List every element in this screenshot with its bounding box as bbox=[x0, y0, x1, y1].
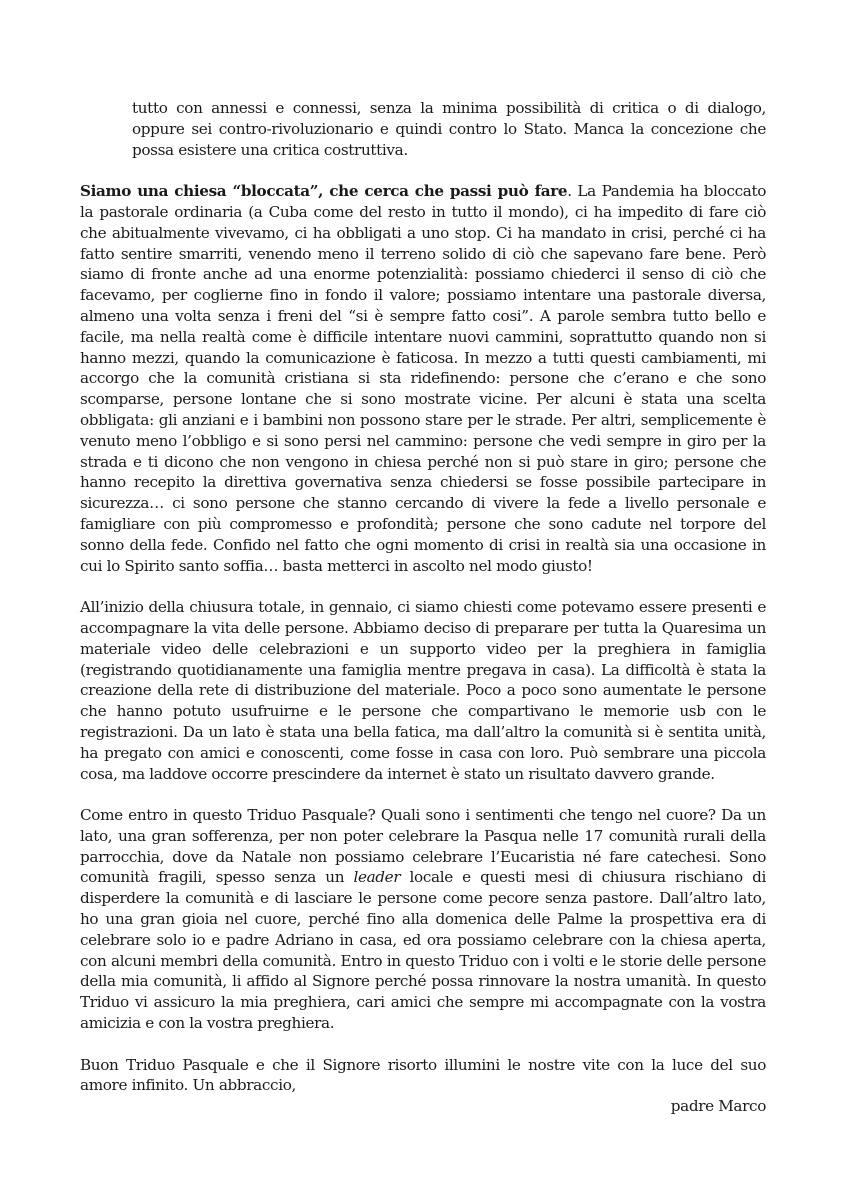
paragraph-triduo bbox=[80, 805, 766, 1034]
quote-block: tutto con annessi e connessi, senza la minima possibilità di critica o di dialogo, oppure sei contro-rivoluzionario e quindi contro lo Stato. Manca la concezione che possa esistere una critica costruttiva. bbox=[132, 99, 766, 159]
paragraph-heading-bold: Siamo una chiesa “bloccata”, che cerca che passi può fare bbox=[80, 182, 568, 201]
document-page bbox=[80, 98, 766, 1117]
paragraph-body-end: locale e questi mesi di chiusura rischiano di disperdere la comunità e di lasciare le persone come pecore senza pastore. Dall’altro lato, ho una gran gioia nel cuore, perché fino alla domenica delle Palme la prospettiva era di celebrare solo io e padre Adriano in casa, ed ora possiamo celebrare con la chiesa aperta, con alcuni membri della comunità. Entro in questo Triduo con i volti e le storie delle persone della mia comunità, li affido al Signore perché possa rinnovare la nostra umanità. In questo Triduo vi assicuro la mia preghiera, cari amici che sempre mi accompagnate con la vostra amicizia e con la vostra preghiera. bbox=[80, 868, 767, 1033]
italic-word: leader bbox=[353, 868, 401, 887]
closing-greeting: Buon Triduo Pasquale e che il Signore risorto illumini le nostre vite con la luce del suo amore infinito. Un abbraccio, bbox=[80, 1055, 766, 1095]
signature: padre Marco bbox=[670, 1097, 766, 1116]
paragraph-body-start: Come entro in questo Triduo Pasquale? Quali sono i sentimenti che tengo nel cuore? Da un lato, una gran sofferenza, per non poter celebrare la Pasqua nelle 17 comunità rurali della parrocchia, dove da Natale non possiamo celebrare l’Eucaristia né fare catechesi. Sono comunità fragili, spesso senza un bbox=[80, 806, 766, 887]
paragraph-lockdown-videos: All’inizio della chiusura totale, in gennaio, ci siamo chiesti come potevamo essere presenti e accompagnare la vita delle persone. Abbiamo deciso di preparare per tutta la Quaresima un materiale video delle celebrazioni e un supporto video per la preghiera in famiglia (registrando quotidianamente una famiglia mentre pregava in casa). La difficoltà è stata la creazione della rete di distribuzione del materiale. Poco a poco sono aumentate le persone che hanno potuto usufruirne e le persone che compartivano le memorie usb con le registrazioni. Da un lato è stata una bella fatica, ma dall’altro la comunità si è sentita unità, ha pregato con amici e conoscenti, come fosse in casa con loro. Può sembrare una piccola cosa, ma laddove occorre prescindere da internet è stato un risultato davvero grande. bbox=[80, 598, 766, 783]
paragraph-body: . La Pandemia ha bloccato la pastorale ordinaria (a Cuba come del resto in tutto il mondo), ci ha impedito di fare ciò che abitualmente vivevamo, ci ha obbligati a uno stop. Ci ha mandato in crisi, perché ci ha fatto sentire smarriti, venendo meno il terreno solido di ciò che sapevano fare bene. Però siamo di fronte anche ad una enorme potenzialità: possiamo chiederci il senso di ciò che facevamo, per coglierne fino in fondo il valore; possiamo intentare una pastorale diversa, almeno una volta senza i freni del “si è sempre fatto cosi”. A parole sembra tutto bello e facile, ma nella realtà come è difficile intentare nuovi cammini, soprattutto quando non si hanno mezzi, quando la comunicazione è faticosa. In mezzo a tutti questi cambiamenti, mi accorgo che la comunità cristiana si sta ridefinendo: persone che c’erano e che sono scomparse, persone lontane che si sono mostrate vicine. Per alcuni è stata una scelta obbligata: gli anziani e i bambini non possono stare per le strade. Per altri, semplicemente è venuto meno l’obbligo e si sono persi nel cammino: persone che vedi sempre in giro per la strada e ti dicono che non vengono in chiesa perché non si può stare in giro; persone che hanno recepito la direttiva governativa senza chiedersi se fosse possibile partecipare in sicurezza… ci sono persone che stanno cercando di vivere la fede a livello personale e famigliare con più compromesso e profondità; persone che sono cadute nel torpore del sonno della fede. Confido nel fatto che ogni momento di crisi in realtà sia una occasione in cui lo Spirito santo soffia… basta metterci in ascolto nel modo giusto! bbox=[80, 182, 767, 575]
paragraph-blocked-church bbox=[80, 181, 766, 576]
